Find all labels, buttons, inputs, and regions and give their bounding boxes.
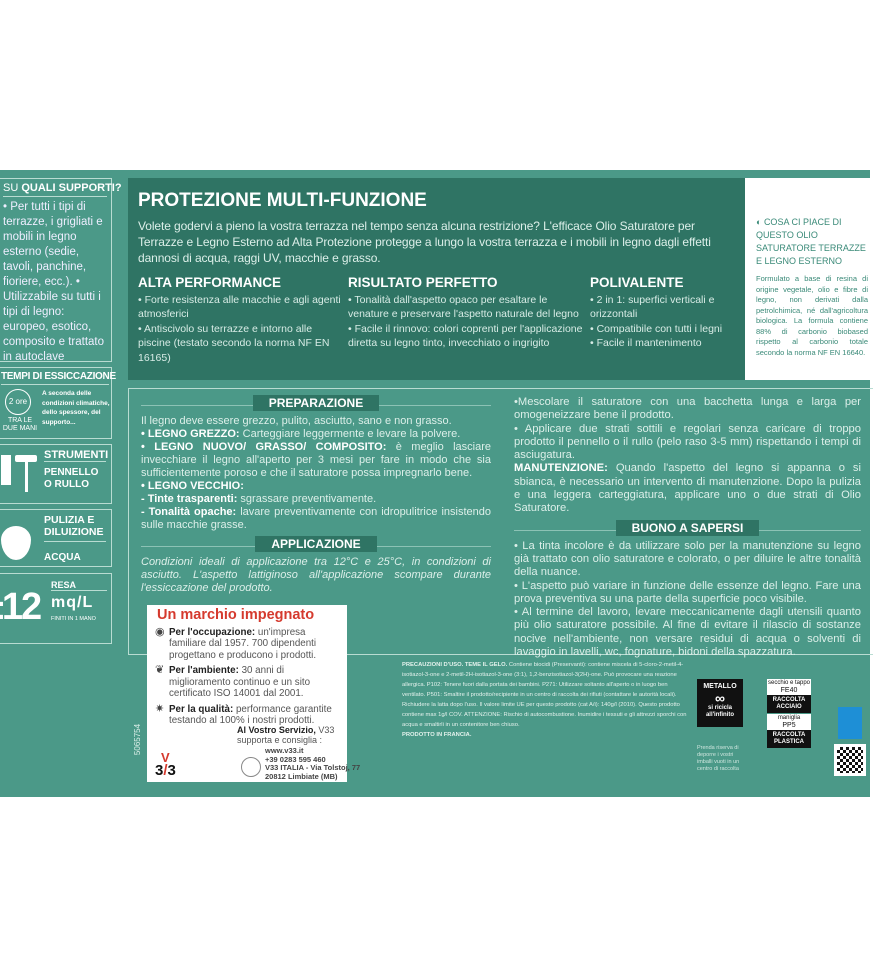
handle-code: PP5 [782,722,796,729]
yield-box [0,573,112,644]
header-panel [128,178,745,380]
preparation-intro: Il legno deve essere grezzo, pulito, asciutto, sano e non grasso. [141,415,452,427]
leaf-icon: ◐ [756,217,764,227]
supports-title [3,179,122,197]
prep-label: • LEGNO GREZZO: [141,428,240,440]
feature-item: • Compatibile con tutti i legni [590,322,723,335]
clock-caption: TRA LE DUE MANI [2,417,38,432]
yield-caption: FINITI IN 1 MANO [51,616,96,622]
bucket-code: FE40 [780,687,798,694]
prep-item [141,506,491,532]
v33-logo: V 3/3 [155,750,176,779]
handle-label-box [767,714,811,730]
clock-label: 2 ore [8,397,28,406]
service-desc: V33 supporta e consiglia : [237,725,335,745]
feature-column [348,276,584,351]
why-panel [745,178,870,380]
bucket-label-box [767,679,811,695]
metal-title: METALLO [703,683,737,690]
feature-column [138,276,343,365]
application-item: • Applicare due strati sottili e regolari senza caricare di troppo prodotto il pennello o il rullo (pelo raso 3-5 mm) rispettando i tempi di asciugatura. [514,422,861,462]
prep-label: - Tinte trasparenti: [141,493,238,505]
prep-item [141,493,491,506]
precautions-text: Contiene biocidi (Preservanti): contiene miscela di 5-cloro-2-metil-4-isotiazol-3-one e 2-metil-2H-isotiazol-3-one (3:1), 1,2-benzisotiazol-3(2H)-one. Può provocare una reazione allergica. P102: Tenere fuori dalla portata dei bambini. P271: Utilizzare soltanto all'aperto o in luogo ben ventilato. P501: Smaltire il prodotto/recipiente in un centro di raccolta dei rifiuti (contattare le autorità locali). Richiudere la latta dopo l'uso. Il valore limite UE per questo prodotto (cat A/i): 140g/l (2010). Questo prodotto contiene max 1g/l COV. ATTENZIONE: Rischio di autocombustione. Inumidire i tessuti e gli attrezzi sporchi con acqua e smaltirli in un contenitore ben chiuso. [402,662,687,728]
brand-item-text: 30 anni di miglioramento continuo e un sito certificato ISO 14001 dal 2001. [169,665,311,699]
why-title [756,216,870,268]
feature-item: • 2 in 1: superfici verticali e orizzontali [590,293,715,320]
sparkle-icon: ✷ [155,702,165,715]
drying-box [0,367,116,439]
website-link[interactable]: www.v33.it [265,746,304,755]
good-to-know-title: BUONO A SAPERSI [616,520,760,536]
brand-item-label: Per l'ambiente: [169,665,239,676]
supports-text: • Per tutti i tipi di terrazze, i grigliati e mobili in legno esterno (sedie, tavoli, panchine, fioriere, ecc.). • Utilizzabile su tutti i tipi di legno: europeo, esotico, composito e trattato in autoclave [3,201,104,363]
prep-label: - Tonalità opache: [141,506,237,518]
prep-item [141,480,491,493]
origin-text: PRODOTTO IN FRANCIA. [402,732,472,738]
recycling-note: Prenda riserva di deporre i vostri imballi vuoti in un centro di raccolta [697,745,740,772]
feature-item: • Forte resistenza alle macchie e agli agenti atmosferici [138,293,341,320]
infinity-icon: ∞ [715,690,725,706]
contact-info [265,747,360,781]
feature-title: ALTA PERFORMANCE [138,275,281,290]
cleaning-value: ACQUA [44,552,81,563]
supports-box [0,178,122,363]
leaf-icon: ❦ [155,664,165,676]
metal-line: si ricicla [707,705,733,711]
drying-title: TEMPI DI ESSICCAZIONE [1,368,109,385]
brand-item-label: Per l'occupazione: [169,626,256,638]
tools-title: STRUMENTI [44,449,109,461]
service-label: Al Vostro Servizio, [237,725,316,735]
prep-item [141,441,491,480]
feature-item: • Facile il rinnovo: colori coprenti per l'applicazione diretta su legno tinto, invecchiato o ingrigito [348,322,583,349]
feature-item: • Antiscivolo su terrazze e intorno alle piscine (testato secondo la norma NF EN 16165) [138,322,330,364]
drying-text: A seconda delle condizioni climatiche, dello spessore, del supporto... [42,390,110,426]
header-title: PROTEZIONE MULTI-FUNZIONE [138,190,427,211]
feature-item: • Tonalità dall'aspetto opaco per esaltare le venature e preservare l'aspetto naturale del legno [348,293,579,320]
handle-label: maniglia [777,715,801,721]
application-item: •Mescolare il saturatore con una bacchetta lunga e larga per omogeneizzare bene il prodotto. [514,396,861,422]
brand-item [147,664,347,703]
preparation-title: PREPARAZIONE [253,395,379,411]
water-drop-icon [1,526,31,560]
feature-item: • Facile il mantenimento [590,337,702,349]
address-line: V33 ITALIA - Via Tolstoj, 77 [265,763,361,772]
supports-title-text: QUALI SUPPORTI? [21,182,122,194]
support-agent-icon [241,757,261,777]
why-title-text: COSA CI PIACE DI QUESTO OLIO SATURATORE TERRAZZE E LEGNO ESTERNO [756,217,866,266]
prep-label: • LEGNO VECCHIO: [141,480,244,492]
prep-text: Carteggiare leggermente e levare la polvere. [239,428,461,440]
product-code: 5065754 [133,723,143,756]
application-section [514,396,861,659]
feature-column [590,276,730,351]
datamatrix-code [834,744,866,776]
yield-title: RESA [51,580,107,591]
good-to-know-item: • La tinta incolore è da utilizzare solo per la manutenzione su legno già trattato con olio saturatore e colorato, o per diluire le altre tonalità della nuance. [514,539,861,579]
phone-number: +39 0283 595 460 [265,754,326,764]
good-to-know-item: • Al termine del lavoro, levare meccanicamente dagli utensili quanto più olio saturatore possibile. Al fine di evitare il rilascio di sostanze nocive nell'ambiente, non versare residui di acqua o solventi di lavaggio in lavelli, wc, fognature, bidoni della spazzatura. [514,606,861,659]
clock-icon [5,389,31,415]
prep-text: sgrassare preventivamente. [237,493,377,505]
precautions [402,660,690,740]
service-text [237,725,345,745]
plastic-bin-label: RACCOLTA PLASTICA [767,730,811,748]
precautions-title: PRECAUZIONI D'USO. TEME IL GELO. [402,662,508,668]
location-pin-icon: ◉ [155,625,165,638]
yield-unit: mq/L [51,594,94,611]
application-title: APPLICAZIONE [255,536,376,552]
tools-value: PENNELLO O RULLO [44,467,99,490]
recycling-bins [767,679,811,748]
feature-title: POLIVALENTE [590,275,684,290]
bucket-label: secchio e tappo [767,680,811,686]
address-line: 20812 Limbiate (MB) [265,771,338,781]
cleaning-title: PULIZIA E DILUIZIONE [44,514,106,542]
brand-title: Un marchio impegnato [157,607,315,623]
brand-item-text: performance garantite testando al 100% i nostri prodotti. [169,703,332,726]
metal-recycle-badge [697,679,743,727]
steel-bin-label: RACCOLTA ACCIAIO [767,695,811,713]
preparation-section [141,395,491,595]
prep-text: è meglio lasciare invecchiare il legno all'aperto per 3 mesi per fare in modo che sia sufficientemente poroso e che il saturatore possa impregnarlo bene. [141,441,491,479]
application-note: Condizioni ideali di applicazione tra 12°C e 25°C, in condizioni di asciutto. L'aspetto lattiginoso all'applicazione scompare durante l'essiccazione del prodotto. [141,556,491,594]
maintenance [514,462,861,515]
brush-roller-icon [1,455,37,495]
maintenance-text: Quando l'aspetto del legno si appanna o si sbianca, è necessario un intervento di manutenzione. Dopo la pulizia e una leggera carteggiatura, applicare uno o due strati di Olio Saturatore. [514,462,861,515]
why-text: Formulato a base di resina di origine vegetale, olio e fibre di legno, non derivati dalla petrolchimica, né dall'agricoltura biologica. La formula contiene 88% di carbonio biobased rispetto al carbonio totale secondo la norma NF EN 16640. [756,274,868,357]
cleaning-box [0,509,112,567]
metal-line: all'infinito [705,712,735,718]
yield-number [0,586,40,629]
header-intro: Volete godervi a pieno la vostra terrazza nel tempo senza alcuna restrizione? L'efficace Olio Saturatore per Terrazze e Legno Esterno ad Alta Protezione protegge a lungo la vostra terrazza e i mobili in legno dagli effetti dannosi di acqua, raggi UV, macchie e grasso. [138,219,711,265]
good-to-know-item: • L'aspetto può variare in funzione delle essenze del legno. Fare una prova preventiva su una parte della superficie poco visibile. [514,579,861,605]
brand-card [147,605,361,782]
feature-title: RISULTATO PERFETTO [348,275,498,290]
prep-text: lavare preventivamente con idropulitrice insistendo sulle macchie grasse. [141,506,492,531]
maintenance-label: MANUTENZIONE: [514,462,608,475]
prep-label: • LEGNO NUOVO/ GRASSO/ COMPOSITO: [141,441,387,453]
brand-item [147,626,347,665]
prep-item [141,428,491,441]
brand-item-text: un'impresa familiare dal 1957. 700 dipendenti progettano e producono i prodotti. [169,626,317,661]
color-swatch [838,707,862,739]
brand-item-label: Per la qualità: [169,703,234,715]
supports-title-prefix: SU [3,182,19,194]
yield-number-value: 12 [1,586,41,628]
tools-box [0,444,112,504]
